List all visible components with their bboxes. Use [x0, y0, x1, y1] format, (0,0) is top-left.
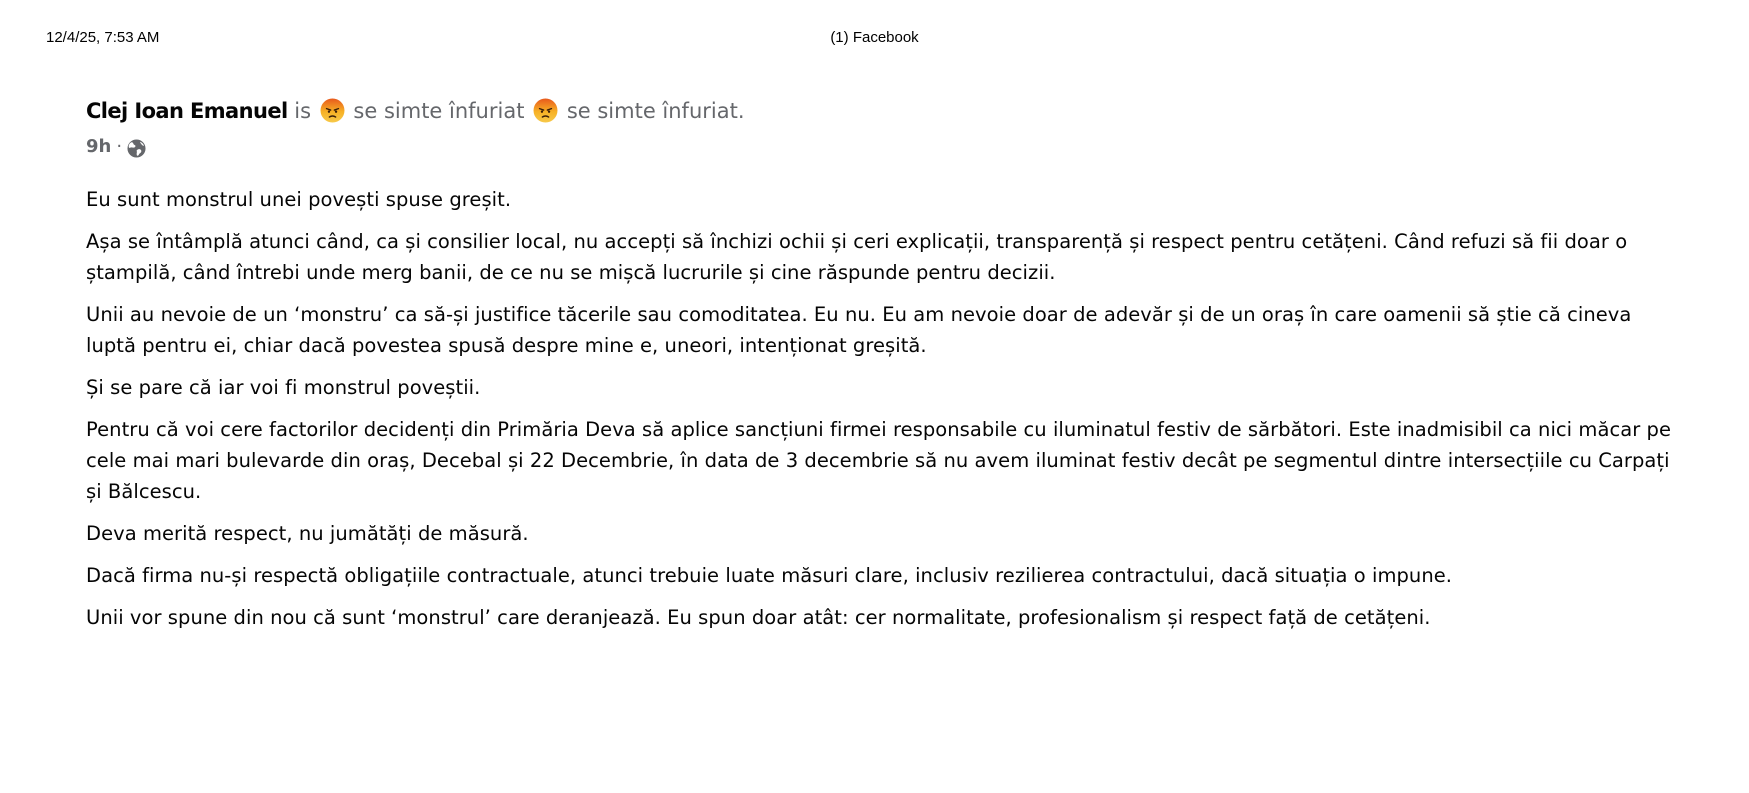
- post-paragraph: Dacă firma nu-și respectă obligațiile contractuale, atunci trebuie luate măsuri clare, inclusiv rezilierea contractului, dacă situația o impune.: [86, 564, 1453, 587]
- post-paragraph: Deva merită respect, nu jumătăți de măsură.: [86, 522, 529, 545]
- post-paragraph: Pentru că voi cere factorilor decidenți din Primăria Deva să aplice sancțiuni firmei responsabile cu iluminatul festiv de sărbători. Este inadmisibil ca nici măcar pe cele mai mari bulevarde din oraș, Decebal și 22 Decembrie, în data de 3 decembrie să nu avem iluminat festiv decât pe segmentul dintre intersecțiile cu Carpați și Bălcescu.: [86, 418, 1672, 503]
- globe-icon[interactable]: [127, 139, 146, 158]
- post-paragraph: Eu sunt monstrul unei povești spuse greșit.: [86, 188, 512, 211]
- post-paragraph: Așa se întâmplă atunci când, ca și consilier local, nu accepți să închizi ochii și ceri explicații, transparență și respect pentru cetățeni. Când refuzi să fii doar o ștampilă, când întrebi unde merg banii, de ce nu se mișcă lucrurile și cine răspunde pentru decizii.: [86, 230, 1628, 284]
- author-name-link[interactable]: Clej Ioan Emanuel: [86, 99, 288, 123]
- facebook-post: [86, 95, 1676, 644]
- post-header: [86, 95, 1676, 127]
- post-meta: [86, 135, 1676, 159]
- post-timestamp-link[interactable]: 9h: [86, 136, 112, 157]
- feeling-text-1[interactable]: se simte înfuriat: [353, 99, 525, 123]
- print-header: [46, 29, 1703, 49]
- angry-face-icon: [320, 98, 345, 123]
- feeling-text-2[interactable]: se simte înfuriat.: [566, 99, 745, 123]
- angry-face-icon: [533, 98, 558, 123]
- print-datetime: 12/4/25, 7:53 AM: [46, 29, 160, 46]
- post-paragraph: Și se pare că iar voi fi monstrul poveștii.: [86, 376, 481, 399]
- post-paragraph: Unii au nevoie de un ‘monstru’ ca să-și justifice tăcerile sau comoditatea. Eu nu. Eu am nevoie doar de adevăr și de un oraș în care oamenii să știe că cineva luptă pentru ei, chiar dacă povestea spusă despre mine e, uneori, intenționat greșită.: [86, 303, 1632, 357]
- is-label: is: [294, 99, 312, 123]
- post-body: [86, 184, 1676, 633]
- post-paragraph: Unii vor spune din nou că sunt ‘monstrul’ care deranjează. Eu spun doar atât: cer normalitate, profesionalism și respect față de cetățeni.: [86, 606, 1431, 629]
- print-page-title: (1) Facebook: [830, 29, 919, 46]
- meta-separator: ·: [116, 136, 123, 157]
